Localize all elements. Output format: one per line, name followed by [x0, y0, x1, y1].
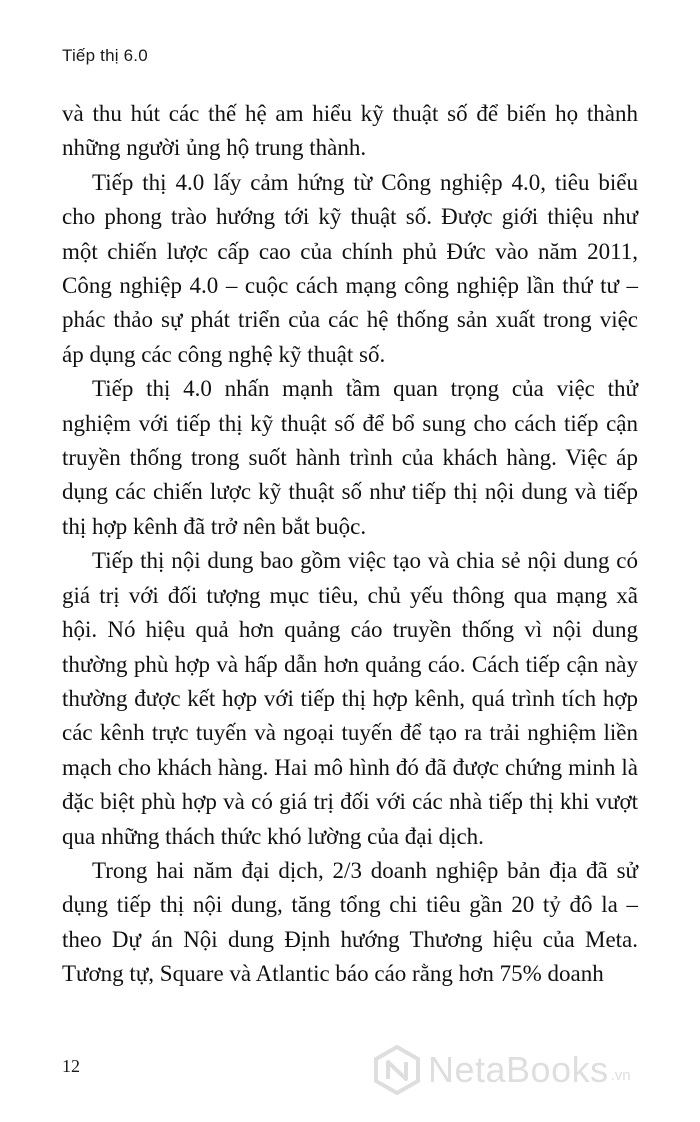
- watermark-brand: NetaBooks: [428, 1049, 609, 1090]
- paragraph-marketing-4-digital: Tiếp thị 4.0 nhấn mạnh tầm quan trọng của việc thử nghiệm với tiếp thị kỹ thuật số để bổ sung cho cách tiếp cận truyền thống trong suốt hành trình của khách hàng. Việc áp dụng các chiến lược kỹ thuật số như tiếp thị nội dung và tiếp thị hợp kênh đã trở nên bắt buộc.: [62, 376, 638, 539]
- paragraph-marketing-4-industry: Tiếp thị 4.0 lấy cảm hứng từ Công nghiệp 4.0, tiêu biểu cho phong trào hướng tới kỹ thuật số. Được giới thiệu như một chiến lược cấp cao của chính phủ Đức vào năm 2011, Công nghiệp 4.0 – cuộc cách mạng công nghiệp lần thứ tư – phác thảo sự phát triển của các hệ thống sản xuất trong việc áp dụng các công nghệ kỹ thuật số.: [62, 169, 638, 367]
- paragraph-content-marketing: Tiếp thị nội dung bao gồm việc tạo và chia sẻ nội dung có giá trị với đối tượng mục tiêu, chủ yếu thông qua mạng xã hội. Nó hiệu quả hơn quảng cáo truyền thống vì nội dung thường phù hợp và hấp dẫn hơn quảng cáo. Cách tiếp cận này thường được kết hợp với tiếp thị hợp kênh, quá trình tích hợp các kênh trực tuyến và ngoại tuyến để tạo ra trải nghiệm liền mạch cho khách hàng. Hai mô hình đó đã được chứng minh là đặc biệt phù hợp và có giá trị đối với các nhà tiếp thị khi vượt qua những thách thức khó lường của đại dịch.: [62, 548, 638, 849]
- page-number: 12: [62, 1056, 80, 1076]
- watermark-suffix: .vn: [610, 1066, 631, 1084]
- paragraph-continuation: và thu hút các thế hệ am hiểu kỹ thuật số để biến họ thành những người ủng hộ trung thành.: [62, 101, 638, 161]
- running-header: Tiếp thị 6.0: [62, 46, 148, 65]
- page-body: [62, 97, 638, 992]
- watermark: [372, 1045, 631, 1095]
- netabooks-logo-icon: [372, 1045, 422, 1095]
- paragraph-pandemic-stats: Trong hai năm đại dịch, 2/3 doanh nghiệp bản địa đã sử dụng tiếp thị nội dung, tăng tổng chi tiêu gần 20 tỷ đô la – theo Dự án Nội dung Định hướng Thương hiệu của Meta. Tương tự, Square và Atlantic báo cáo rằng hơn 75% doanh: [62, 857, 638, 987]
